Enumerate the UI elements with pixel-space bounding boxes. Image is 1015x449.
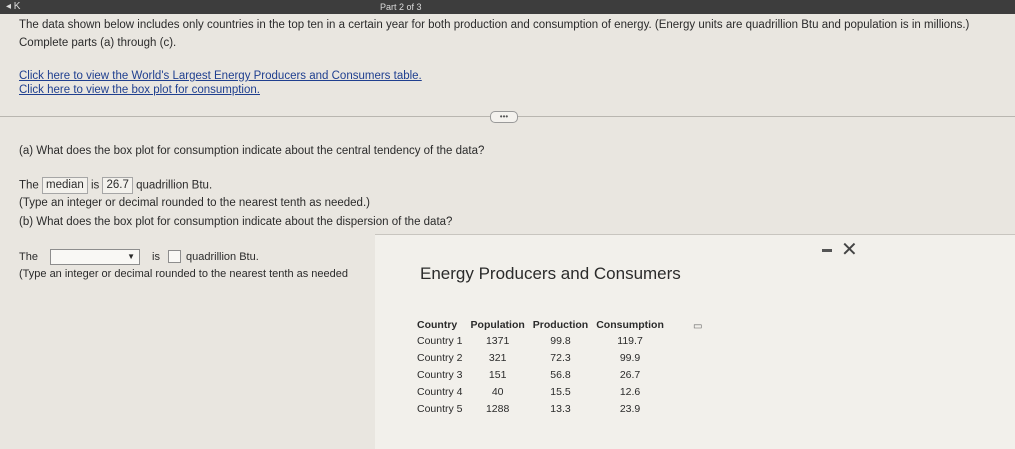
table-cell: Country 3 (417, 368, 463, 381)
table-header-row (415, 318, 668, 332)
column-header: Consumption (596, 319, 664, 331)
part-a-measure-select[interactable]: median (42, 177, 88, 194)
part-indicator: Part 2 of 3 (380, 2, 422, 12)
popup-title: Energy Producers and Consumers (420, 264, 681, 283)
top-bar (0, 0, 1015, 14)
part-b-is: is (152, 251, 160, 263)
table-cell: 12.6 (619, 385, 641, 398)
part-a-hint: (Type an integer or decimal rounded to the nearest tenth as needed.) (19, 197, 370, 209)
part-b-question: (b) What does the box plot for consumption indicate about the dispersion of the data? (19, 216, 453, 228)
close-button[interactable]: ✕ (841, 239, 858, 261)
part-b-units: quadrillion Btu. (186, 251, 259, 263)
table-row (415, 366, 668, 383)
column-header: Production (532, 319, 589, 331)
table-row (415, 400, 668, 417)
part-b-prefix: The (19, 251, 38, 263)
table-cell: 119.7 (617, 334, 643, 347)
boxplot-link[interactable]: Click here to view the box plot for consumption. (19, 84, 260, 96)
table-cell: 1371 (485, 334, 510, 347)
part-a-units: quadrillion Btu. (136, 179, 213, 192)
energy-table-popup (375, 234, 1015, 449)
table-row (415, 332, 668, 349)
part-b-answer-input[interactable] (168, 250, 181, 263)
part-b-hint: (Type an integer or decimal rounded to the nearest tenth as needed (19, 268, 348, 280)
table-cell: Country 2 (417, 351, 463, 364)
part-a-question: (a) What does the box plot for consumption indicate about the central tendency of the data? (19, 145, 485, 157)
copy-icon[interactable]: ▭ (693, 321, 703, 332)
table-cell: Country 4 (417, 385, 463, 398)
part-a-prefix: The (19, 179, 39, 192)
minimize-button[interactable] (822, 249, 832, 252)
table-cell: Country 1 (417, 334, 463, 347)
part-a-is: is (90, 179, 100, 192)
intro-text: The data shown below includes only countries in the top ten in a certain year for both production and consumption of energy. (Energy units are quadrillion Btu and population is in millions.) Complete parts (a) through (c). (19, 19, 970, 49)
column-header: Country (417, 319, 458, 331)
table-row (415, 383, 668, 400)
table-cell: 23.9 (619, 402, 641, 415)
more-button[interactable]: ••• (490, 111, 518, 123)
part-b-measure-dropdown[interactable] (50, 249, 140, 265)
back-button[interactable]: ◂ K (6, 1, 21, 12)
table-cell: 40 (491, 385, 504, 398)
table-cell: 99.9 (619, 351, 641, 364)
table-cell: 56.8 (550, 368, 571, 381)
table-cell: 1288 (485, 402, 510, 415)
column-header: Population (470, 319, 525, 331)
table-cell: 72.3 (550, 351, 571, 364)
chevron-down-icon: ▼ (127, 252, 135, 261)
table-link[interactable]: Click here to view the World's Largest Energy Producers and Consumers table. (19, 70, 422, 82)
table-cell: 26.7 (619, 368, 641, 381)
part-a-answer-input[interactable]: 26.7 (102, 177, 132, 194)
table-cell: Country 5 (417, 402, 463, 415)
table-cell: 151 (488, 368, 507, 381)
energy-table (415, 318, 668, 417)
table-cell: 13.3 (550, 402, 571, 415)
part-a-answer-line (19, 177, 212, 194)
table-cell: 15.5 (550, 385, 571, 398)
table-cell: 321 (488, 351, 507, 364)
table-cell: 99.8 (550, 334, 571, 347)
table-row (415, 349, 668, 366)
